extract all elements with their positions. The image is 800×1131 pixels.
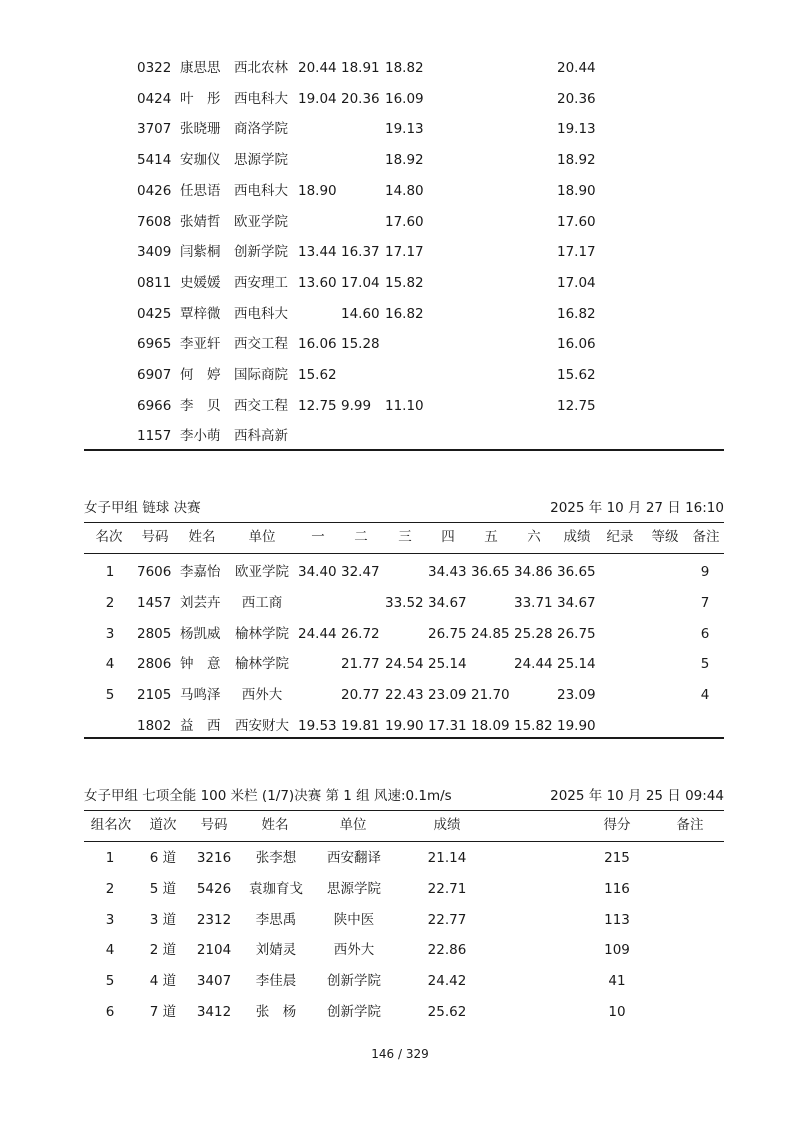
column-header: 六 [527,529,541,545]
cell-name: 马鸣泽 [180,687,221,704]
cell-unit: 西电科大 [234,305,288,322]
cell-unit: 西电科大 [234,182,288,199]
cell-best: 17.60 [557,213,596,230]
cell-a3: 17.17 [385,244,424,261]
cell-lane: 2 道 [149,942,177,959]
column-header: 二 [354,529,368,545]
cell-name: 张 杨 [255,1004,297,1020]
cell-no: 2105 [137,687,172,704]
cell-result: 25.14 [557,656,596,673]
cell-unit: 西安理工 [234,274,288,291]
section-title: 女子甲组 七项全能 100 米栏 (1/7)决赛 第 1 组 风速:0.1m/s [84,788,452,804]
cell-a3: 16.09 [385,90,424,107]
cell-name: 任思语 [180,182,221,199]
cell-t4: 34.43 [428,564,467,580]
cell-points: 109 [604,942,630,959]
cell-t3: 24.54 [385,656,424,673]
cell-no: 5426 [196,880,232,897]
cell-name: 益 西 [180,718,221,734]
cell-a1: 15.62 [298,367,337,383]
cell-points: 113 [604,911,630,928]
cell-no: 1802 [137,718,172,734]
cell-note: 5 [700,656,710,673]
cell-a1: 19.04 [298,90,337,107]
cell-name: 史媛媛 [180,274,221,291]
cell-t3: 22.43 [385,687,424,704]
cell-rank: 3 [105,625,115,642]
cell-name: 袁珈育戈 [249,880,303,897]
cell-lane: 6 道 [149,850,177,866]
cell-a2: 17.04 [341,274,380,291]
cell-t5: 24.85 [471,625,510,642]
cell-no: 3409 [137,244,172,261]
column-header: 号码 [200,817,228,833]
cell-a3: 18.92 [385,152,424,169]
cell-best: 19.13 [557,121,596,138]
cell-t2: 20.77 [341,687,380,704]
cell-name: 李佳晨 [255,973,297,990]
cell-t3: 33.52 [385,594,424,611]
cell-rank: 4 [105,656,115,673]
column-header: 五 [484,529,498,545]
cell-name: 刘婧灵 [255,942,297,959]
cell-t3: 19.90 [385,718,424,734]
cell-note: 4 [700,687,710,704]
cell-points: 116 [604,880,630,897]
cell-name: 张晓珊 [180,121,221,138]
cell-result: 36.65 [557,564,596,580]
cell-result: 26.75 [557,625,596,642]
cell-points: 215 [604,850,630,866]
column-header: 备注 [692,529,720,545]
cell-no: 7608 [137,213,172,230]
cell-no: 2805 [137,625,172,642]
cell-result: 25.62 [427,1004,467,1020]
cell-rank: 5 [105,973,115,990]
cell-t2: 26.72 [341,625,380,642]
cell-no: 2104 [196,942,232,959]
cell-best: 15.62 [557,367,596,383]
cell-a3: 19.13 [385,121,424,138]
cell-rank: 6 [105,1004,115,1020]
cell-name: 刘芸卉 [180,594,221,611]
cell-a3: 18.82 [385,60,424,76]
cell-a1: 16.06 [298,336,337,353]
cell-best: 16.82 [557,305,596,322]
cell-name: 何 婷 [180,367,221,383]
cell-a1: 13.60 [298,274,337,291]
cell-a3: 14.80 [385,182,424,199]
cell-a1: 12.75 [298,397,337,414]
cell-rank: 5 [105,687,115,704]
cell-lane: 4 道 [149,973,177,990]
cell-unit: 创新学院 [327,1004,381,1020]
cell-unit: 西外大 [333,942,375,959]
header-rule [84,841,724,842]
cell-unit: 陕中医 [333,911,375,928]
cell-unit: 西安财大 [235,718,289,734]
cell-lane: 3 道 [149,911,177,928]
cell-t1: 34.40 [298,564,337,580]
cell-unit: 榆林学院 [235,656,289,673]
cell-result: 19.90 [557,718,596,734]
cell-t6: 15.82 [514,718,553,734]
cell-name: 钟 意 [180,656,221,673]
cell-no: 0425 [137,305,172,322]
column-header: 道次 [149,817,177,833]
cell-unit: 国际商院 [234,367,288,383]
column-header: 单位 [339,817,367,833]
cell-unit: 欧亚学院 [235,564,289,580]
section-datetime: 2025 年 10 月 27 日 16:10 [550,500,724,516]
cell-unit: 西安翻译 [327,850,381,866]
section-title: 女子甲组 链球 决赛 [84,500,201,516]
cell-unit: 欧亚学院 [234,213,288,230]
column-header: 姓名 [188,529,216,545]
cell-best: 20.44 [557,60,596,76]
cell-unit: 西工商 [241,594,283,611]
cell-rank: 4 [105,942,115,959]
cell-a2: 18.91 [341,60,380,76]
cell-no: 7606 [137,564,172,580]
cell-lane: 7 道 [149,1004,177,1020]
cell-t4: 26.75 [428,625,467,642]
cell-no: 3216 [196,850,232,866]
cell-name: 李思禹 [255,911,297,928]
cell-a2: 20.36 [341,90,380,107]
column-header: 备注 [676,817,704,833]
cell-unit: 西电科大 [234,90,288,107]
cell-result: 22.77 [427,911,467,928]
cell-unit: 西北农林 [234,60,288,76]
cell-name: 杨凯威 [180,625,221,642]
column-header: 纪录 [606,529,634,545]
cell-a1: 13.44 [298,244,337,261]
cell-unit: 创新学院 [234,244,288,261]
cell-name: 李嘉怡 [180,564,221,580]
column-header: 姓名 [261,817,289,833]
cell-no: 0424 [137,90,172,107]
cell-note: 7 [700,594,710,611]
cell-rank: 2 [105,594,115,611]
cell-no: 2806 [137,656,172,673]
cell-rank: 1 [105,564,115,580]
cell-points: 10 [608,1004,626,1020]
cell-t5: 18.09 [471,718,510,734]
cell-result: 34.67 [557,594,596,611]
column-header: 成绩 [563,529,591,545]
cell-t1: 19.53 [298,718,337,734]
cell-name: 叶 彤 [180,90,221,107]
column-header: 等级 [651,529,679,545]
cell-t2: 32.47 [341,564,380,580]
cell-best: 16.06 [557,336,596,353]
cell-t4: 25.14 [428,656,467,673]
column-header: 组名次 [90,817,132,833]
cell-a2: 14.60 [341,305,380,322]
cell-result: 23.09 [557,687,596,704]
cell-best: 18.92 [557,152,596,169]
column-header: 得分 [603,817,631,833]
cell-no: 6965 [137,336,172,353]
cell-points: 41 [608,973,626,990]
column-header: 名次 [95,529,123,545]
cell-a3: 15.82 [385,274,424,291]
cell-no: 1157 [137,428,172,445]
cell-t4: 23.09 [428,687,467,704]
column-header: 一 [311,529,325,545]
cell-unit: 西交工程 [234,397,288,414]
cell-t6: 25.28 [514,625,553,642]
header-rule [84,553,724,554]
cell-result: 24.42 [427,973,467,990]
cell-unit: 思源学院 [327,880,381,897]
column-header: 成绩 [433,817,461,833]
cell-name: 闫紫桐 [180,244,221,261]
cell-unit: 西科高新 [234,428,288,445]
cell-unit: 榆林学院 [235,625,289,642]
cell-name: 覃梓微 [180,305,221,322]
section-datetime: 2025 年 10 月 25 日 09:44 [550,788,724,804]
cell-lane: 5 道 [149,880,177,897]
cell-a1: 18.90 [298,182,337,199]
cell-a2: 9.99 [341,397,372,414]
cell-t6: 24.44 [514,656,553,673]
cell-no: 0426 [137,182,172,199]
cell-name: 李 贝 [180,397,221,414]
cell-rank: 2 [105,880,115,897]
cell-no: 6966 [137,397,172,414]
cell-unit: 创新学院 [327,973,381,990]
cell-t4: 17.31 [428,718,467,734]
cell-best: 20.36 [557,90,596,107]
cell-name: 张李想 [255,850,297,866]
cell-no: 0322 [137,60,172,76]
column-header: 三 [398,529,412,545]
section-divider [84,449,724,451]
table-top-rule [84,810,724,811]
cell-name: 安珈仪 [180,152,221,169]
cell-best: 17.04 [557,274,596,291]
cell-unit: 思源学院 [234,152,288,169]
cell-name: 张婧哲 [180,213,221,230]
cell-name: 康思思 [180,60,221,76]
cell-best: 17.17 [557,244,596,261]
cell-unit: 西外大 [241,687,283,704]
cell-best: 12.75 [557,397,596,414]
cell-a3: 17.60 [385,213,424,230]
cell-no: 3707 [137,121,172,138]
cell-result: 21.14 [427,850,467,866]
cell-result: 22.86 [427,942,467,959]
table-top-rule [84,522,724,523]
cell-t5: 36.65 [471,564,510,580]
column-header: 单位 [248,529,276,545]
cell-no: 6907 [137,367,172,383]
cell-t2: 19.81 [341,718,380,734]
cell-unit: 商洛学院 [234,121,288,138]
cell-a2: 15.28 [341,336,380,353]
cell-name: 李亚轩 [180,336,221,353]
cell-no: 3407 [196,973,232,990]
cell-t1: 24.44 [298,625,337,642]
page-number: 146 / 329 [371,1047,429,1061]
cell-no: 1457 [137,594,172,611]
cell-a1: 20.44 [298,60,337,76]
cell-t2: 21.77 [341,656,380,673]
cell-t5: 21.70 [471,687,510,704]
cell-note: 9 [700,564,710,580]
cell-no: 3412 [196,1004,232,1020]
cell-best: 18.90 [557,182,596,199]
cell-unit: 西交工程 [234,336,288,353]
cell-no: 2312 [196,911,232,928]
section-divider [84,737,724,739]
cell-a2: 16.37 [341,244,380,261]
cell-result: 22.71 [427,880,467,897]
cell-t4: 34.67 [428,594,467,611]
cell-note: 6 [700,625,710,642]
cell-no: 0811 [137,274,172,291]
column-header: 号码 [141,529,169,545]
cell-rank: 1 [105,850,115,866]
cell-rank: 3 [105,911,115,928]
cell-t6: 33.71 [514,594,553,611]
cell-a3: 16.82 [385,305,424,322]
cell-t6: 34.86 [514,564,553,580]
cell-a3: 11.10 [385,397,424,414]
cell-name: 李小萌 [180,428,221,445]
column-header: 四 [441,529,455,545]
cell-no: 5414 [137,152,172,169]
